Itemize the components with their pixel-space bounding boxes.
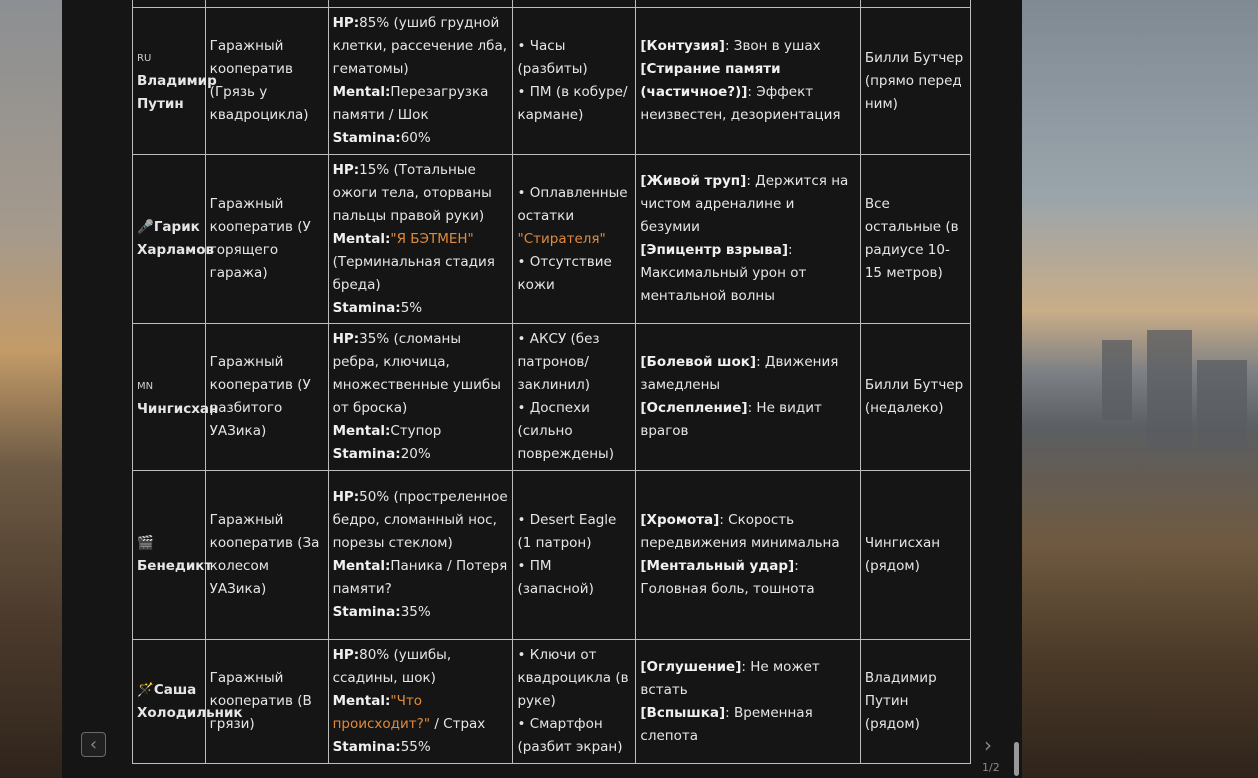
prev-page-button[interactable] [81,732,106,757]
status-cell: HP:80% (ушибы, ссадины, шок) Mental:"Что происходит?" / Страх Stamina:55% [328,640,513,764]
status-cell: HP:50% (простреленное бедро, сломанный нос, порезы стеклом) Mental:Паника / Потеря памяти? Stamina:35% [328,471,513,640]
page-indicator: 1/2 [982,761,1000,774]
character-cell [133,8,217,155]
table-row [133,640,971,764]
items-cell: • Desert Eagle (1 патрон) • ПМ (запасной) [513,471,636,640]
character-name: Бенедикт [137,558,213,574]
items-cell: • АКСУ (без патронов/заклинил) • Доспехи (сильно повреждены) [513,324,636,471]
background-left [0,0,62,778]
chevron-left-icon: ‹ [89,734,98,755]
flag-icon: MN [137,380,154,392]
effects-cell: [Оглушение]: Не может встать [Вспышка]: Временная слепота [636,640,860,764]
location-cell: Гаражный кооператив (Грязь у квадроцикла) [205,8,328,155]
location-cell: Гаражный кооператив (У горящего гаража) [205,155,328,324]
table-row [133,8,971,155]
location-cell: Гаражный кооператив (В грязи) [205,640,328,764]
character-name: Чингисхан [137,400,219,417]
status-cell: HP:15% (Тотальные ожоги тела, оторваны пальцы правой руки) Mental:"Я БЭТМЕН" (Терминальная стадия бреда) Stamina:5% [328,155,513,324]
character-cell [133,640,243,764]
character-name: Гарик Харламов [137,219,215,258]
table-row [133,471,971,640]
status-cell: HP:35% (сломаны ребра, ключица, множественные ушибы от броска) Mental:Ступор Stamina:20% [328,324,513,471]
items-cell: • Ключи от квадроцикла (в руке) • Смартфон (разбит экран) [513,640,636,764]
character-status-table [132,0,971,764]
scrollbar-handle[interactable] [1014,742,1019,776]
effects-cell: [Болевой шок]: Движения замедлены [Ослепление]: Не видит врагов [636,324,860,471]
character-name: Владимир Путин [137,73,217,112]
wand-icon: 🪄 [137,681,154,698]
status-cell: HP:85% (ушиб грудной клетки, рассечение лба, гематомы) Mental:Перезагрузка памяти / Шок Stamina:60% [328,8,513,155]
flag-icon: RU [137,53,152,64]
chevron-right-icon: › [984,733,992,757]
location-cell: Гаражный кооператив (За колесом УАЗика) [205,471,328,640]
table-row [133,155,971,324]
microphone-icon: 🎤 [137,219,154,235]
target-cell: Владимир Путин (рядом) [860,640,970,764]
target-cell: Билли Бутчер (недалеко) [860,324,970,471]
target-cell: Билли Бутчер (прямо перед ним) [860,8,970,155]
effects-cell: [Контузия]: Звон в ушах [Стирание памяти (частичное?)]: Эффект неизвестен, дезориентация [636,8,860,155]
effects-cell: [Живой труп]: Держится на чистом адреналине и безумии [Эпицентр взрыва]: Максимальный урон от ментальной волны [636,155,860,324]
background-right [1022,0,1258,778]
character-name: Саша Холодильник [137,681,243,721]
effects-cell: [Хромота]: Скорость передвижения минимальна [Ментальный удар]: Головная боль, тошнота [636,471,860,640]
character-cell [133,471,213,640]
items-cell: • Оплавленные остатки "Стирателя" • Отсутствие кожи [513,155,636,324]
items-cell: • Часы (разбиты) • ПМ (в кобуре/кармане) [513,8,636,155]
target-cell: Чингисхан (рядом) [860,471,970,640]
table-row [133,324,971,471]
location-cell: Гаражный кооператив (У разбитого УАЗика) [205,324,328,471]
character-cell [133,324,219,471]
clapperboard-icon: 🎬 [137,535,154,551]
target-cell: Все остальные (в радиусе 10-15 метров) [860,155,970,324]
next-page-button[interactable] [984,733,992,757]
table-row [133,0,971,8]
character-cell [133,155,215,324]
